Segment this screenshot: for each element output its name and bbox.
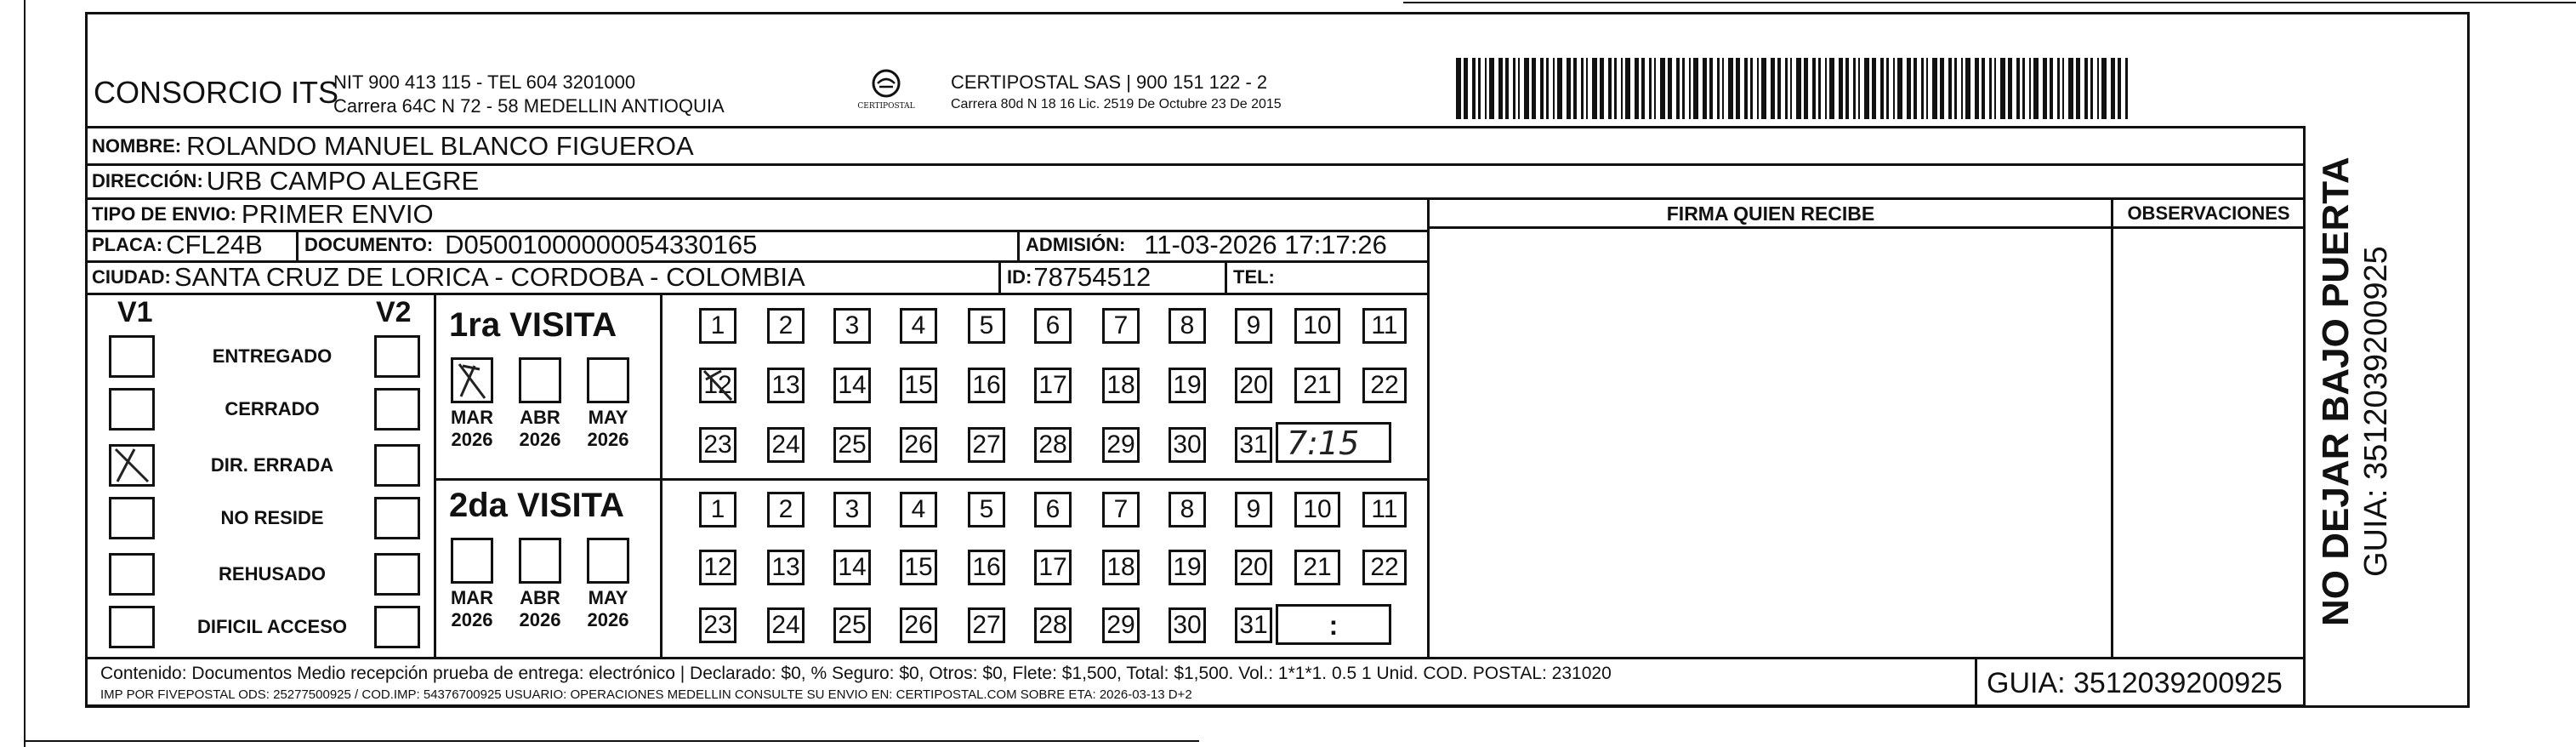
month-label: ABR bbox=[520, 587, 560, 608]
second-visit-day-box[interactable]: 13 bbox=[767, 550, 805, 585]
barcode-bar bbox=[2101, 58, 2107, 119]
barcode-bar bbox=[2043, 58, 2047, 119]
first-visit-day-box[interactable]: 2 bbox=[767, 308, 805, 344]
barcode-bar bbox=[1668, 58, 1672, 119]
second-visit-day-box[interactable]: 16 bbox=[968, 550, 1005, 585]
certipostal-line: CERTIPOSTAL SAS | 900 151 122 - 2 bbox=[951, 71, 1268, 93]
barcode-bar bbox=[1744, 58, 1748, 119]
barcode-bar bbox=[1540, 58, 1544, 119]
side-text bbox=[2315, 150, 2417, 626]
barcode-bar bbox=[1621, 58, 1623, 119]
year-label: 2026 bbox=[587, 429, 629, 450]
footer-guia-divider bbox=[1975, 657, 1977, 706]
id-row bbox=[1007, 262, 1151, 293]
direccion-label: DIRECCIÓN: bbox=[92, 170, 203, 191]
second-visit-day-box[interactable]: 9 bbox=[1235, 492, 1272, 527]
barcode-bar bbox=[2062, 58, 2064, 119]
month-checkbox[interactable] bbox=[451, 538, 493, 584]
barcode-bar bbox=[1812, 58, 1816, 119]
first-visit-day-box[interactable]: 29 bbox=[1102, 427, 1140, 463]
second-visit-day-box[interactable]: 19 bbox=[1169, 550, 1206, 585]
barcode-bar bbox=[1975, 58, 1979, 119]
side-divider bbox=[2303, 126, 2306, 707]
v1-label: V1 bbox=[117, 296, 153, 328]
barcode-bar bbox=[1703, 58, 1707, 119]
first-visit-day-box[interactable]: 1 bbox=[699, 308, 736, 344]
month-checkbox[interactable] bbox=[519, 538, 561, 584]
first-visit-day-box[interactable]: 6 bbox=[1034, 308, 1072, 344]
barcode-bar bbox=[1573, 58, 1577, 119]
barcode-bar bbox=[2008, 58, 2012, 119]
month-label: MAR bbox=[450, 587, 494, 608]
placa-value: CFL24B bbox=[166, 230, 263, 259]
barcode-bar bbox=[1750, 58, 1753, 119]
second-visit-day-box[interactable]: 8 bbox=[1169, 492, 1206, 527]
nombre-row bbox=[92, 131, 694, 162]
barcode-bar bbox=[1839, 58, 1843, 119]
barcode-bar bbox=[1513, 58, 1515, 119]
barcode-bar bbox=[1581, 58, 1584, 119]
barcode-bar bbox=[1654, 58, 1656, 119]
barcode-bar bbox=[1907, 58, 1911, 119]
barcode-bar bbox=[1825, 58, 1827, 119]
barcode-bar bbox=[1625, 58, 1630, 119]
barcode-bar bbox=[1914, 58, 1917, 119]
first-visit-day-box[interactable]: 22 bbox=[1362, 368, 1407, 403]
admision-label: ADMISIÓN: bbox=[1026, 234, 1126, 255]
barcode-bar bbox=[1641, 58, 1645, 119]
year-label: 2026 bbox=[519, 429, 561, 450]
left-crop-line bbox=[24, 0, 26, 747]
second-visit-day-box[interactable]: 28 bbox=[1034, 607, 1072, 643]
barcode-bar bbox=[1600, 58, 1604, 119]
placa-row bbox=[92, 230, 263, 260]
v2-checkbox[interactable] bbox=[374, 335, 420, 378]
top-edge-line bbox=[1403, 2, 2576, 3]
first-visit-day-box[interactable]: 12 bbox=[699, 368, 736, 403]
month-checkbox[interactable] bbox=[519, 357, 561, 403]
year-label: 2026 bbox=[519, 609, 561, 630]
tel-label: TEL: bbox=[1233, 266, 1275, 288]
second-visit-day-box[interactable]: 21 bbox=[1294, 550, 1340, 585]
barcode-bar bbox=[1932, 58, 1937, 119]
v2-checkbox[interactable] bbox=[374, 388, 420, 431]
barcode-bar bbox=[1736, 58, 1740, 119]
tel-divider bbox=[1225, 262, 1227, 293]
ciudad-value: SANTA CRUZ DE LORICA - CORDOBA - COLOMBIA bbox=[173, 262, 805, 292]
barcode-bar bbox=[1518, 58, 1520, 119]
rule-bottom bbox=[88, 704, 2306, 707]
status-option-label: CERRADO bbox=[225, 398, 320, 419]
placa-divider bbox=[296, 231, 299, 260]
barcode-bar bbox=[1635, 58, 1639, 119]
first-visit-day-box[interactable]: 9 bbox=[1235, 308, 1272, 344]
nit-line: NIT 900 413 115 - TEL 604 3201000 bbox=[333, 71, 636, 93]
barcode-bar bbox=[1689, 58, 1691, 119]
barcode-bar bbox=[2090, 58, 2093, 119]
company-name: CONSORCIO ITS bbox=[94, 75, 339, 110]
second-visit-time-box[interactable] bbox=[1276, 604, 1391, 645]
month-label: MAR bbox=[450, 407, 494, 428]
v1-checkbox[interactable] bbox=[109, 553, 155, 596]
first-visit-day-box[interactable]: 26 bbox=[900, 427, 937, 463]
documento-label: DOCUMENTO: bbox=[304, 234, 434, 255]
barcode-bar bbox=[1608, 58, 1612, 119]
barcode-bar bbox=[1586, 58, 1588, 119]
year-label: 2026 bbox=[451, 609, 493, 630]
status-option-label: REHUSADO bbox=[219, 563, 326, 584]
footer-line1: Contenido: Documentos Medio recepción prueba de entrega: electrónico | Declarado: $0, % Seguro: $0, Otros: $0, Flete: $1,500, Total: $1,500. Vol.: 1*1*1. 0.5 1 Unid. COD. POSTAL: 231020 bbox=[100, 664, 1612, 683]
barcode-bar bbox=[2111, 58, 2115, 119]
barcode-bar bbox=[2097, 58, 2099, 119]
direccion-row bbox=[92, 166, 479, 197]
barcode-bar bbox=[1893, 58, 1895, 119]
documento-value: D05001000000054330165 bbox=[445, 230, 758, 259]
barcode-bar bbox=[1505, 58, 1509, 119]
barcode-bar bbox=[1921, 58, 1924, 119]
rule-footer bbox=[88, 657, 2306, 659]
v1-checkbox[interactable] bbox=[109, 388, 155, 431]
logo-text: CERTIPOSTAL bbox=[857, 102, 915, 111]
month-label: MAY bbox=[588, 587, 628, 608]
barcode-bar bbox=[1982, 58, 1985, 119]
first-visit-day-box[interactable]: 15 bbox=[900, 368, 937, 403]
footer-line2: IMP POR FIVEPOSTAL ODS: 25277500925 / COD.IMP: 54376700925 USUARIO: OPERACIONES MEDELLIN CONSULTE SU ENVIO EN: CERTIPOSTAL.COM SOBRE ETA: 2026-03-13 D+2 bbox=[100, 687, 1192, 702]
second-visit-day-box[interactable]: 26 bbox=[900, 607, 937, 643]
second-visit-day-box[interactable]: 29 bbox=[1102, 607, 1140, 643]
first-visit-day-box[interactable]: 16 bbox=[968, 368, 1005, 403]
barcode-bar bbox=[1897, 58, 1902, 119]
barcode-bar bbox=[1954, 58, 1957, 119]
year-label: 2026 bbox=[451, 429, 493, 450]
v2-checkbox[interactable] bbox=[374, 553, 420, 596]
first-visit-day-box[interactable]: 28 bbox=[1034, 427, 1072, 463]
first-visit-day-box[interactable]: 5 bbox=[968, 308, 1005, 344]
firma-header-rule bbox=[1427, 226, 2303, 229]
status-option-label: DIR. ERRADA bbox=[210, 454, 334, 476]
first-visit-day-box[interactable]: 14 bbox=[833, 368, 871, 403]
ciudad-row bbox=[92, 262, 805, 293]
second-visit-day-box[interactable]: 15 bbox=[900, 550, 937, 585]
first-visit-day-box[interactable]: 7 bbox=[1102, 308, 1140, 344]
barcode-bar bbox=[1498, 58, 1503, 119]
month-check-mark bbox=[451, 357, 493, 403]
first-visit-day-box[interactable]: 27 bbox=[968, 427, 1005, 463]
second-visit-day-box[interactable]: 27 bbox=[968, 607, 1005, 643]
barcode-bar bbox=[1693, 58, 1698, 119]
barcode-bar bbox=[1478, 58, 1481, 119]
barcode-bar bbox=[2057, 58, 2060, 119]
barcode-bar bbox=[1489, 58, 1494, 119]
barcode-bar bbox=[1948, 58, 1952, 119]
barcode-bar bbox=[1771, 58, 1775, 119]
barcode-bar bbox=[1829, 58, 1834, 119]
first-visit-day-box[interactable]: 24 bbox=[767, 427, 805, 463]
documento-row bbox=[304, 230, 757, 260]
first-visit-day-box[interactable]: 8 bbox=[1169, 308, 1206, 344]
second-visit-day-box[interactable]: 31 bbox=[1235, 607, 1272, 643]
barcode-bar bbox=[1728, 58, 1733, 119]
first-visit-day-box[interactable]: 3 bbox=[833, 308, 871, 344]
barcode-bar bbox=[1804, 58, 1808, 119]
barcode-bar bbox=[1880, 58, 1884, 119]
second-visit-day-box[interactable]: 6 bbox=[1034, 492, 1072, 527]
first-visit-day-box[interactable]: 11 bbox=[1362, 308, 1407, 344]
barcode-bar bbox=[1722, 58, 1724, 119]
first-visit-day-box[interactable]: 31 bbox=[1235, 427, 1272, 463]
first-visit-day-box[interactable]: 30 bbox=[1169, 427, 1206, 463]
visit-separator bbox=[434, 478, 1429, 481]
id-divider bbox=[998, 262, 1001, 293]
ciudad-label: CIUDAD: bbox=[92, 266, 171, 288]
status-option-label: NO RESIDE bbox=[220, 507, 324, 528]
barcode-bar bbox=[1940, 58, 1944, 119]
second-visit-time: : bbox=[1328, 610, 1339, 641]
footer-guia: GUIA: 3512039200925 bbox=[1987, 667, 2283, 699]
second-visit-day-box[interactable]: 22 bbox=[1362, 550, 1407, 585]
nombre-label: NOMBRE: bbox=[92, 135, 182, 157]
first-visit-day-box[interactable]: 19 bbox=[1169, 368, 1206, 403]
admision-divider bbox=[1017, 231, 1020, 260]
v1-checkbox[interactable] bbox=[109, 606, 155, 648]
barcode-bar bbox=[1660, 58, 1665, 119]
barcode-bar bbox=[1456, 58, 1461, 119]
rule-header bbox=[88, 126, 2306, 128]
second-visit-day-box[interactable]: 3 bbox=[833, 492, 871, 527]
id-label: ID: bbox=[1007, 266, 1032, 288]
barcode-bar bbox=[1926, 58, 1928, 119]
barcode-bar bbox=[1845, 58, 1849, 119]
barcode-bar bbox=[2050, 58, 2053, 119]
barcode-bar bbox=[1717, 58, 1720, 119]
rule-ciudad bbox=[88, 293, 1430, 295]
barcode-bar bbox=[1464, 58, 1468, 119]
tel-row bbox=[1233, 262, 1275, 293]
id-value: 78754512 bbox=[1033, 262, 1152, 292]
obs-left-border bbox=[2111, 197, 2113, 657]
bottom-edge-line bbox=[26, 740, 1199, 742]
firma-label: FIRMA QUIEN RECIBE bbox=[1666, 202, 1875, 225]
v1-checkbox[interactable] bbox=[109, 335, 155, 378]
barcode-bar bbox=[2000, 58, 2005, 119]
placa-label: PLACA: bbox=[92, 234, 163, 255]
barcode-bar bbox=[1886, 58, 1889, 119]
barcode-bar bbox=[1961, 58, 1963, 119]
second-visit-day-box[interactable]: 20 bbox=[1235, 550, 1272, 585]
barcode-bar bbox=[1676, 58, 1680, 119]
second-visit-day-box[interactable]: 18 bbox=[1102, 550, 1140, 585]
barcode-bar bbox=[1761, 58, 1766, 119]
barcode-bar bbox=[1864, 58, 1869, 119]
barcode-bar bbox=[1709, 58, 1713, 119]
second-visit-day-box[interactable]: 17 bbox=[1034, 550, 1072, 585]
barcode-bar bbox=[1989, 58, 1992, 119]
barcode-bar bbox=[1965, 58, 1970, 119]
barcode-bar bbox=[1777, 58, 1781, 119]
v1-checkbox[interactable] bbox=[109, 497, 155, 539]
firma-left-border bbox=[1427, 197, 1430, 657]
second-visit-day-box[interactable]: 4 bbox=[900, 492, 937, 527]
barcode-bar bbox=[2033, 58, 2039, 119]
handwritten-check-mark bbox=[109, 444, 155, 487]
direccion-value: URB CAMPO ALEGRE bbox=[206, 166, 480, 196]
month-checkbox[interactable] bbox=[587, 538, 629, 584]
barcode-bar bbox=[1524, 58, 1529, 119]
second-visit-day-box[interactable]: 23 bbox=[699, 607, 736, 643]
side-small: GUIA: 3512039200925 bbox=[2358, 246, 2394, 577]
v2-checkbox[interactable] bbox=[374, 606, 420, 648]
barcode-bar bbox=[2084, 58, 2088, 119]
second-visit-day-box[interactable]: 2 bbox=[767, 492, 805, 527]
barcode-bar bbox=[1796, 58, 1801, 119]
second-visit-day-box[interactable]: 1 bbox=[699, 492, 736, 527]
second-visit-day-box[interactable]: 14 bbox=[833, 550, 871, 585]
barcode-bar bbox=[1785, 58, 1788, 119]
barcode-bar bbox=[1872, 58, 1876, 119]
barcode-bar bbox=[1790, 58, 1792, 119]
barcode-bar bbox=[1546, 58, 1549, 119]
year-label: 2026 bbox=[587, 609, 629, 630]
first-visit-day-box[interactable]: 21 bbox=[1294, 368, 1340, 403]
barcode-bar bbox=[1557, 58, 1562, 119]
admision-row bbox=[1026, 230, 1387, 260]
day-check-mark bbox=[699, 368, 736, 403]
first-visit-day-box[interactable]: 13 bbox=[767, 368, 805, 403]
second-visit-day-box[interactable]: 5 bbox=[968, 492, 1005, 527]
certipostal-sub: Carrera 80d N 18 16 Lic. 2519 De Octubre 23 De 2015 bbox=[951, 97, 1282, 111]
barcode-bar bbox=[1472, 58, 1476, 119]
visit-divider bbox=[660, 293, 662, 657]
barcode-bar bbox=[1614, 58, 1617, 119]
second-visit-day-box[interactable]: 12 bbox=[699, 550, 736, 585]
tipo-row bbox=[92, 199, 434, 230]
barcode-bar bbox=[1853, 58, 1856, 119]
barcode bbox=[1456, 58, 2136, 119]
barcode-bar bbox=[1858, 58, 1860, 119]
barcode-bar bbox=[2016, 58, 2020, 119]
observaciones-label: OBSERVACIONES bbox=[2127, 202, 2290, 224]
v2-checkbox[interactable] bbox=[374, 444, 420, 487]
barcode-bar bbox=[2076, 58, 2080, 119]
barcode-bar bbox=[1553, 58, 1555, 119]
barcode-bar bbox=[2118, 58, 2121, 119]
barcode-bar bbox=[2022, 58, 2025, 119]
barcode-bar bbox=[1485, 58, 1487, 119]
month-label: ABR bbox=[520, 407, 560, 428]
barcode-bar bbox=[2125, 58, 2128, 119]
v2-checkbox[interactable] bbox=[374, 497, 420, 539]
barcode-bar bbox=[2068, 58, 2073, 119]
v2-label: V2 bbox=[376, 296, 412, 328]
barcode-bar bbox=[1757, 58, 1759, 119]
first-visit-day-box[interactable]: 23 bbox=[699, 427, 736, 463]
second-visit-day-box[interactable]: 30 bbox=[1169, 607, 1206, 643]
side-big: NO DEJAR BAJO PUERTA bbox=[2315, 157, 2357, 626]
barcode-bar bbox=[1994, 58, 1996, 119]
first-visit-day-box[interactable]: 25 bbox=[833, 427, 871, 463]
first-visit-day-box[interactable]: 4 bbox=[900, 308, 937, 344]
second-visit-day-box[interactable]: 11 bbox=[1362, 492, 1407, 527]
second-visit-day-box[interactable]: 25 bbox=[833, 607, 871, 643]
barcode-bar bbox=[1649, 58, 1652, 119]
first-visit-title: 1ra VISITA bbox=[449, 306, 617, 344]
first-visit-day-box[interactable]: 18 bbox=[1102, 368, 1140, 403]
second-visit-day-box[interactable]: 7 bbox=[1102, 492, 1140, 527]
second-visit-day-box[interactable]: 24 bbox=[767, 607, 805, 643]
barcode-bar bbox=[1592, 58, 1597, 119]
first-visit-day-box[interactable]: 17 bbox=[1034, 368, 1072, 403]
tipo-label: TIPO DE ENVIO: bbox=[92, 203, 236, 225]
address-line: Carrera 64C N 72 - 58 MEDELLIN ANTIOQUIA bbox=[333, 95, 725, 117]
status-divider bbox=[434, 293, 436, 657]
first-visit-time: 7:15 bbox=[1287, 425, 1360, 462]
barcode-bar bbox=[1818, 58, 1821, 119]
barcode-bar bbox=[1567, 58, 1571, 119]
second-visit-day-box[interactable]: 10 bbox=[1294, 492, 1340, 527]
month-checkbox[interactable] bbox=[587, 357, 629, 403]
second-visit-title: 2da VISITA bbox=[449, 487, 624, 524]
barcode-bar bbox=[1682, 58, 1685, 119]
first-visit-time-box[interactable] bbox=[1276, 422, 1391, 463]
status-option-label: DIFICIL ACCESO bbox=[196, 616, 347, 637]
nombre-value: ROLANDO MANUEL BLANCO FIGUEROA bbox=[186, 131, 694, 161]
barcode-bar bbox=[1532, 58, 1536, 119]
month-label: MAY bbox=[588, 407, 628, 428]
tipo-value: PRIMER ENVIO bbox=[241, 199, 434, 229]
admision-value: 11-03-2026 17:17:26 bbox=[1144, 230, 1387, 259]
first-visit-day-box[interactable]: 10 bbox=[1294, 308, 1340, 344]
barcode-bar bbox=[2029, 58, 2031, 119]
status-option-label: ENTREGADO bbox=[212, 345, 333, 367]
first-visit-day-box[interactable]: 20 bbox=[1235, 368, 1272, 403]
